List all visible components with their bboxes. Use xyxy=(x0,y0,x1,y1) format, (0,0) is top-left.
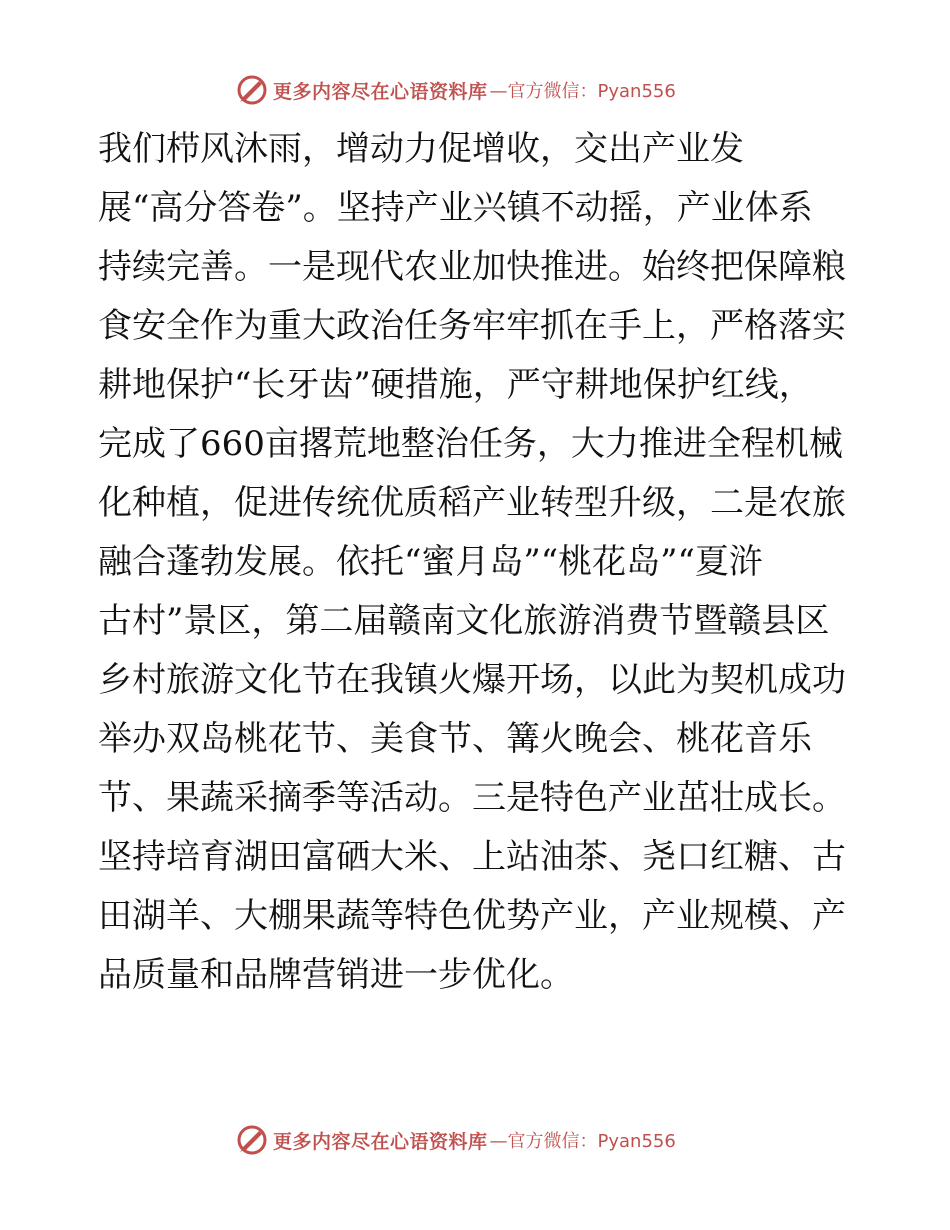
text-line: 化种植，促进传统优质稻产业转型升级，二是农旅 xyxy=(98,483,846,523)
watermark-contact-text: —官方微信：Pyan556 xyxy=(489,81,676,102)
text-line: 耕地保护“长牙齿”硬措施，严守耕地保护红线， xyxy=(98,365,813,405)
text-line: 举办双岛桃花节、美食节、篝火晚会、桃花音乐 xyxy=(98,719,812,759)
pen-nib-logo-icon xyxy=(235,73,269,107)
text-line: 持续完善。一是现代农业加快推进。始终把保障粮 xyxy=(98,247,846,287)
text-line: 品质量和品牌营销进一步优化。 xyxy=(98,955,574,995)
text-line: 我们栉风沐雨，增动力促增收，交出产业发 xyxy=(98,129,744,169)
footer-watermark xyxy=(235,1120,676,1160)
text-line: 乡村旅游文化节在我镇火爆开场，以此为契机成功 xyxy=(98,660,846,700)
watermark-contact-text: —官方微信：Pyan556 xyxy=(489,1131,676,1152)
header-watermark xyxy=(235,70,676,110)
text-line: 田湖羊、大棚果蔬等特色优势产业，产业规模、产 xyxy=(98,896,846,936)
pen-nib-logo-icon xyxy=(235,1123,269,1157)
text-line: 节、果蔬采摘季等活动。三是特色产业茁壮成长。 xyxy=(98,778,846,818)
text-line: 展“高分答卷”。坚持产业兴镇不动摇，产业体系 xyxy=(98,188,813,228)
text-line: 食安全作为重大政治任务牢牢抓在手上，严格落实 xyxy=(98,306,846,346)
text-line: 坚持培育湖田富硒大米、上站油茶、尧口红糖、古 xyxy=(98,837,846,877)
text-line: 完成了660亩撂荒地整治任务，大力推进全程机械 xyxy=(98,424,843,464)
watermark-main-text: 更多内容尽在心语资料库 xyxy=(273,1130,488,1153)
text-line: 融合蓬勃发展。依托“蜜月岛”“桃花岛”“夏浒 xyxy=(98,542,763,582)
text-line: 古村”景区，第二届赣南文化旅游消费节暨赣县区 xyxy=(98,601,830,641)
document-body xyxy=(98,120,858,1005)
watermark-main-text: 更多内容尽在心语资料库 xyxy=(273,80,488,103)
